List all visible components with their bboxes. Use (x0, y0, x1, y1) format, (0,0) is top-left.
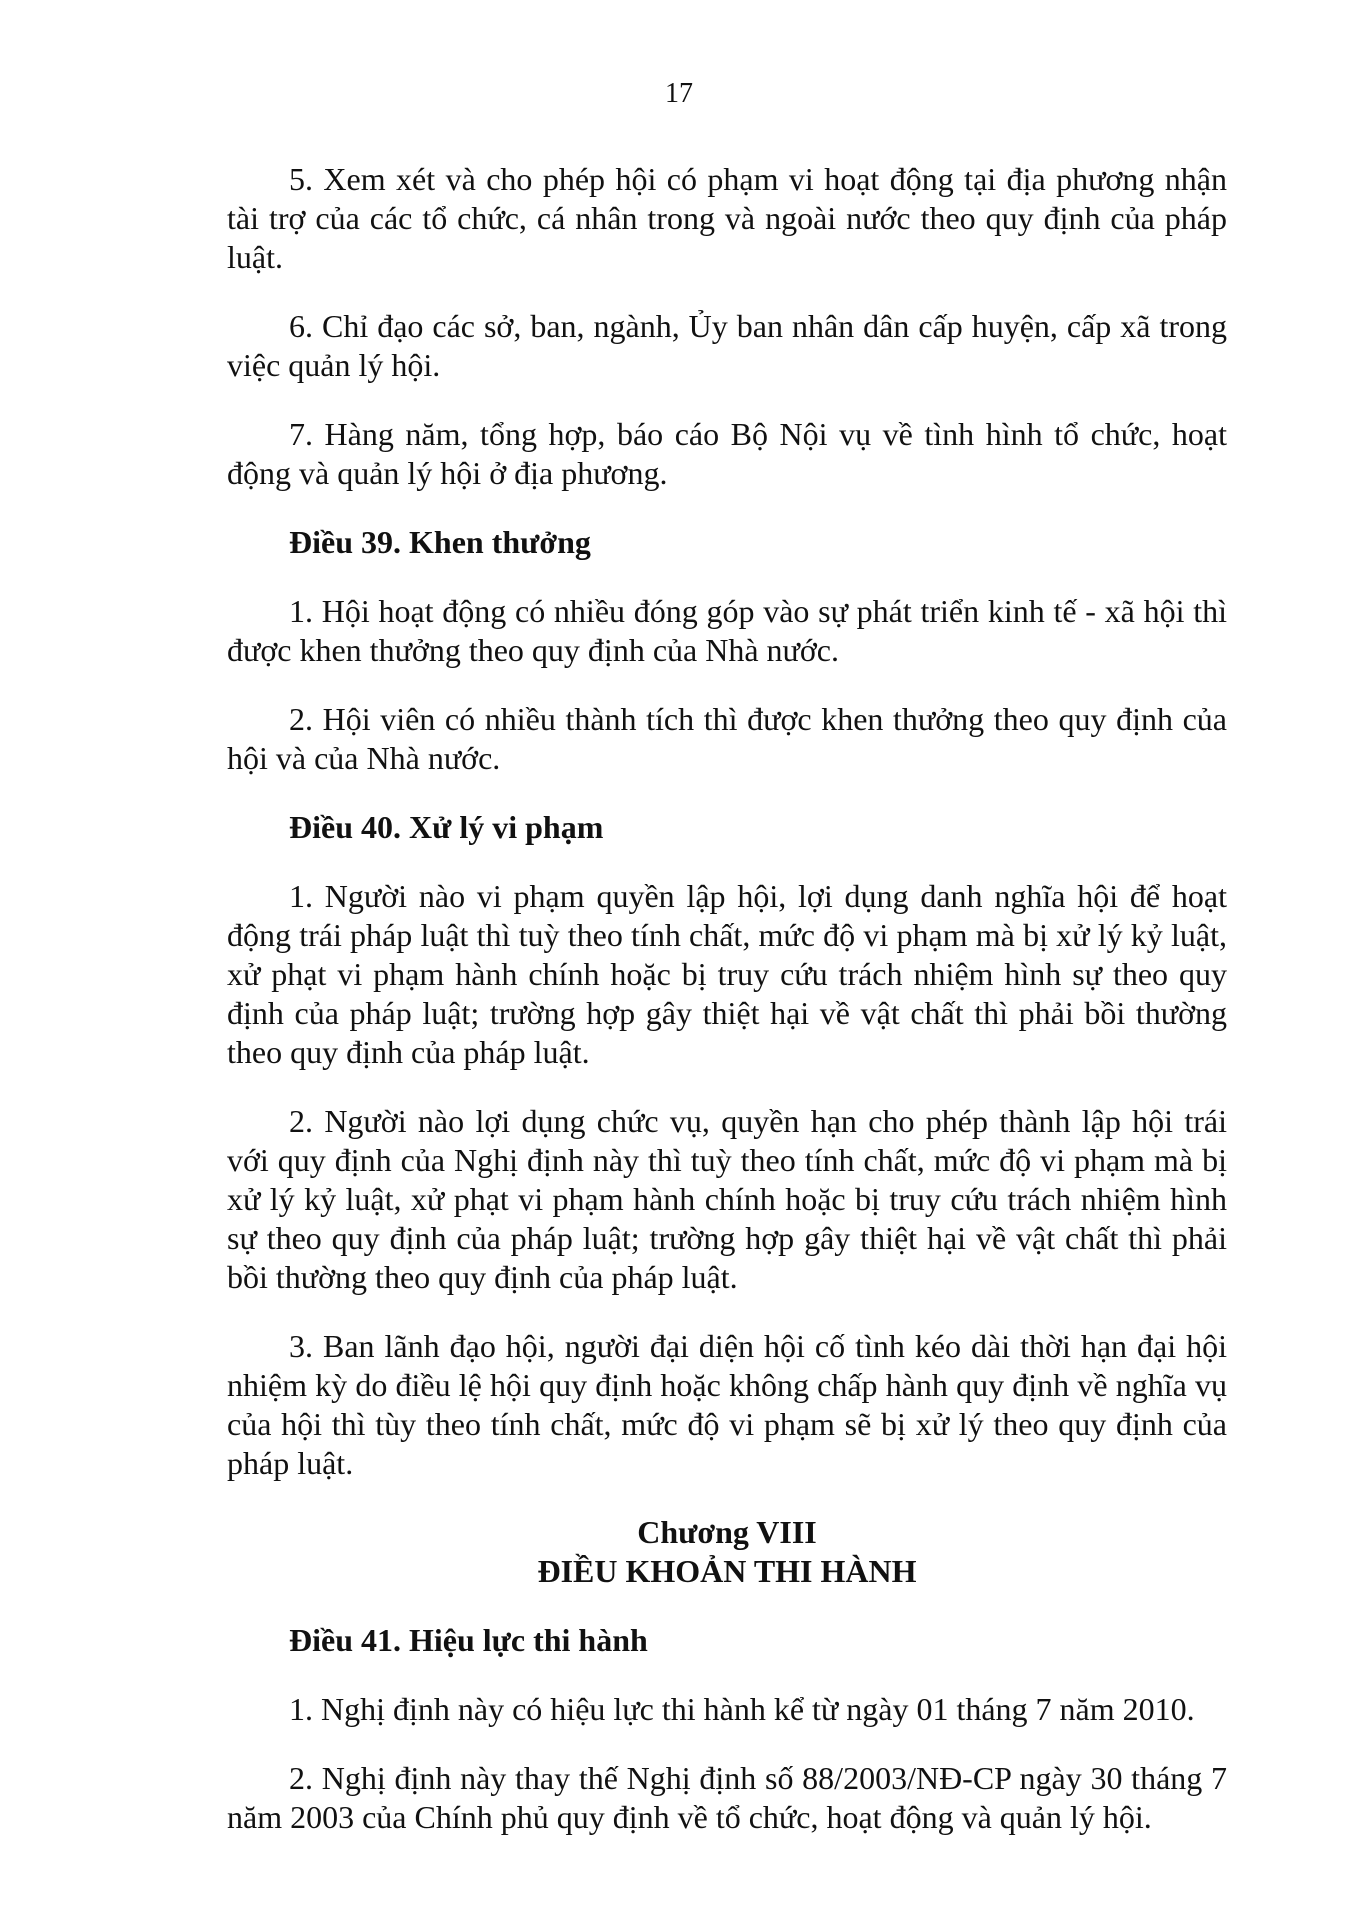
paragraph-item-6: 6. Chỉ đạo các sở, ban, ngành, Ủy ban nhân dân cấp huyện, cấp xã trong việc quản lý hội. (227, 308, 1227, 383)
article-41-clause-2: 2. Nghị định này thay thế Nghị định số 88/2003/NĐ-CP ngày 30 tháng 7 năm 2003 của Chính phủ quy định về tổ chức, hoạt động và quản lý hội. (227, 1760, 1227, 1835)
article-41-clause-1: 1. Nghị định này có hiệu lực thi hành kể từ ngày 01 tháng 7 năm 2010. (289, 1691, 1195, 1727)
document-body (227, 160, 1227, 1867)
chapter-heading (227, 1513, 1227, 1591)
article-40-clause-3: 3. Ban lãnh đạo hội, người đại diện hội cố tình kéo dài thời hạn đại hội nhiệm kỳ do điều lệ hội quy định hoặc không chấp hành quy định về nghĩa vụ của hội thì tùy theo tính chất, mức độ vi phạm sẽ bị xử lý theo quy định của pháp luật. (227, 1328, 1227, 1481)
chapter-label: Chương VIII (637, 1514, 817, 1550)
chapter-title: ĐIỀU KHOẢN THI HÀNH (537, 1553, 917, 1589)
article-40-title: Điều 40. Xử lý vi phạm (289, 809, 604, 845)
page-number: 17 (665, 78, 693, 109)
article-41-title: Điều 41. Hiệu lực thi hành (289, 1622, 648, 1658)
article-39-clause-1: 1. Hội hoạt động có nhiều đóng góp vào sự phát triển kinh tế - xã hội thì được khen thưởng theo quy định của Nhà nước. (227, 593, 1227, 668)
article-40-clause-1: 1. Người nào vi phạm quyền lập hội, lợi dụng danh nghĩa hội để hoạt động trái pháp luật thì tuỳ theo tính chất, mức độ vi phạm mà bị xử lý kỷ luật, xử phạt vi phạm hành chính hoặc bị truy cứu trách nhiệm hình sự theo quy định của pháp luật; trường hợp gây thiệt hại về vật chất thì phải bồi thường theo quy định của pháp luật. (227, 878, 1227, 1070)
article-39-clause-2: 2. Hội viên có nhiều thành tích thì được khen thưởng theo quy định của hội và của Nhà nước. (227, 701, 1227, 776)
paragraph-item-5: 5. Xem xét và cho phép hội có phạm vi hoạt động tại địa phương nhận tài trợ của các tổ chức, cá nhân trong và ngoài nước theo quy định của pháp luật. (227, 161, 1227, 275)
article-40-clause-2: 2. Người nào lợi dụng chức vụ, quyền hạn cho phép thành lập hội trái với quy định của Nghị định này thì tuỳ theo tính chất, mức độ vi phạm mà bị xử lý kỷ luật, xử phạt vi phạm hành chính hoặc bị truy cứu trách nhiệm hình sự theo quy định của pháp luật; trường hợp gây thiệt hại về vật chất thì phải bồi thường theo quy định của pháp luật. (227, 1103, 1227, 1295)
article-39-title: Điều 39. Khen thưởng (289, 524, 591, 560)
paragraph-item-7: 7. Hàng năm, tổng hợp, báo cáo Bộ Nội vụ về tình hình tổ chức, hoạt động và quản lý hội ở địa phương. (227, 416, 1227, 491)
